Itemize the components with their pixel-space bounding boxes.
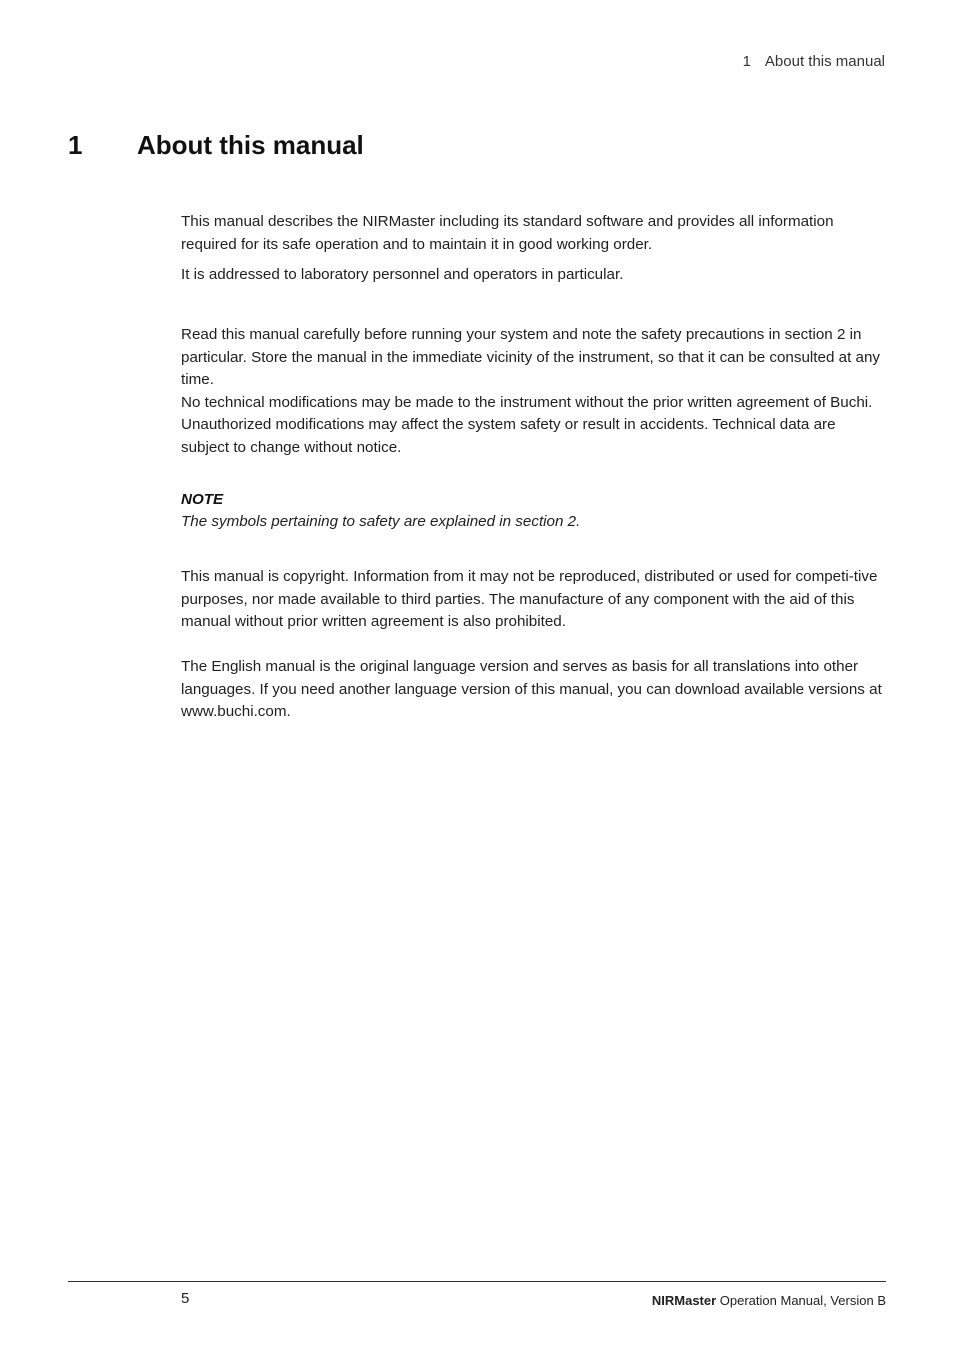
note-label: NOTE [181,491,224,508]
footer-product-name: NIRMaster [651,1293,717,1308]
paragraph-language: The English manual is the original language version and serves as basis for all translations into other languages. If you need another language version of this manual, you can download available versions at www.buchi.com. [181,658,882,720]
chapter-number: 1 [68,130,83,160]
paragraph-intro: This manual describes the NIRMaster including its standard software and provides all information required for its safe operation and to maintain it in good working order. [181,213,834,253]
footer-divider [68,1281,886,1282]
paragraph-modifications: No technical modifications may be made to the instrument without the prior written agreement of Buchi. Unauthorized modifications may affect the system safety or result in accidents. Technical data are subject to change without notice. [181,393,873,456]
paragraph-audience: It is addressed to laboratory personnel and operators in particular. [181,266,624,283]
page-number: 5 [181,1290,190,1307]
copyright-block [181,566,886,634]
paragraph-copyright: This manual is copyright. Information from it may not be reproduced, distributed or used for competi-tive purposes, nor made available to third parties. The manufacture of any component with the aid of this manual without prior written agreement is also prohibited. [181,568,878,630]
chapter-heading [68,130,364,161]
safety-block [181,324,886,459]
note-text: The symbols pertaining to safety are explained in section 2. [181,513,581,530]
footer-title [652,1293,886,1308]
intro-block [181,211,886,287]
language-block [181,656,886,724]
chapter-title: About this manual [137,130,364,160]
paragraph-read-carefully: Read this manual carefully before running your system and note the safety precautions in section 2 in particular. Store the manual in the immediate vicinity of the instrument, so that it can be consulted at any time. [181,326,880,388]
header-section-title: About this manual [764,53,885,70]
footer-doc-title: Operation Manual, Version B [716,1293,886,1308]
header-section-number: 1 [742,53,751,70]
running-header [743,53,885,70]
